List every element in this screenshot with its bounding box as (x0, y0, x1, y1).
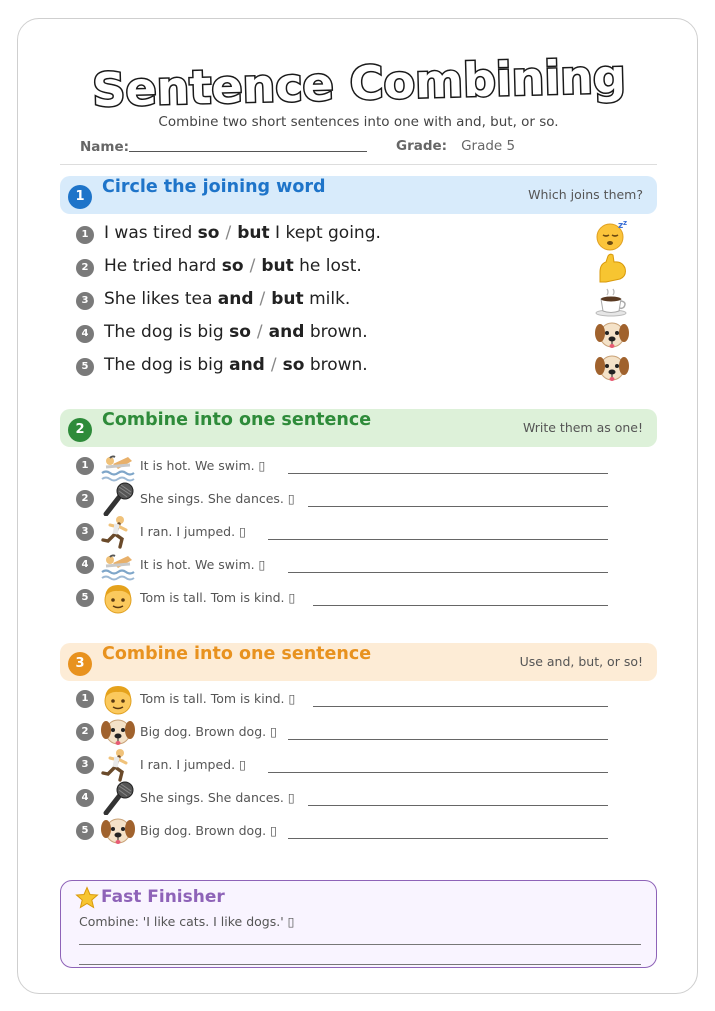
sentence-start: He tried hard (104, 256, 217, 276)
question-number: 3 (76, 292, 94, 310)
sentence-start: The dog is big (104, 322, 224, 342)
question-number: 2 (76, 490, 94, 508)
sentence-pair: I ran. I jumped. ▯ (140, 757, 246, 772)
header-divider (60, 164, 657, 165)
sentence-pair: She sings. She dances. ▯ (140, 790, 295, 805)
microphone-icon (100, 781, 136, 815)
svg-text:z: z (623, 219, 628, 227)
question-row (76, 781, 616, 814)
sentence-end: he lost. (299, 256, 362, 276)
dog-face-icon (594, 351, 630, 383)
coffee-cup-icon (594, 285, 630, 317)
sentence-end: I kept going. (275, 223, 381, 243)
question-row (76, 449, 616, 482)
fast-finisher-prompt: Combine: 'I like cats. I like dogs.' ▯ (79, 914, 295, 929)
answer-line[interactable] (308, 506, 608, 507)
section-title: Combine into one sentence (102, 410, 372, 430)
section-title: Circle the joining word (102, 177, 326, 197)
section-number: 1 (68, 185, 92, 209)
page-title (18, 41, 699, 121)
question-row (76, 482, 616, 515)
answer-line[interactable] (288, 473, 608, 474)
sentence-start: The dog is big (104, 355, 224, 375)
fast-finisher-title: Fast Finisher (101, 887, 225, 907)
sentence-pair: Big dog. Brown dog. ▯ (140, 724, 277, 739)
answer-line[interactable] (79, 944, 641, 945)
star-icon (75, 886, 99, 910)
question-row (76, 548, 616, 581)
question-number: 1 (76, 690, 94, 708)
answer-line[interactable] (308, 805, 608, 806)
question-number: 3 (76, 523, 94, 541)
sentence-start: I was tired (104, 223, 193, 243)
answer-line[interactable] (268, 772, 608, 773)
question-row (76, 252, 636, 285)
section-title: Combine into one sentence (102, 644, 372, 664)
question-number: 2 (76, 723, 94, 741)
grade-label: Grade: (396, 138, 448, 154)
question-number: 2 (76, 259, 94, 277)
sentence (104, 256, 362, 276)
option-separator: / (225, 223, 232, 243)
section-3-header (60, 643, 657, 681)
question-row (76, 515, 616, 548)
sentence (104, 322, 368, 342)
dog-face-icon (100, 814, 136, 848)
dog-face-icon (594, 318, 630, 350)
runner-icon (100, 515, 136, 549)
joining-word-option[interactable]: so (229, 322, 251, 342)
boy-face-icon (100, 682, 136, 716)
swimmer-icon (100, 548, 136, 582)
section-number: 3 (68, 652, 92, 676)
flexed-arm-icon (594, 252, 630, 284)
joining-word-option[interactable]: so (197, 223, 220, 243)
answer-line[interactable] (313, 706, 608, 707)
option-separator: / (259, 289, 266, 309)
answer-line[interactable] (288, 572, 608, 573)
svg-text:z: z (618, 221, 624, 231)
question-number: 5 (76, 589, 94, 607)
question-row (76, 682, 616, 715)
sentence-pair: I ran. I jumped. ▯ (140, 524, 246, 539)
sentence-end: milk. (309, 289, 351, 309)
section-number: 2 (68, 418, 92, 442)
section-hint: Write them as one! (522, 420, 643, 435)
swimmer-icon (100, 449, 136, 483)
grade-field (396, 138, 515, 154)
name-label: Name: (80, 139, 130, 155)
question-row (76, 748, 616, 781)
title-text: Sentence Combining (91, 49, 627, 117)
sleepy-face-icon (594, 219, 630, 251)
question-number: 4 (76, 789, 94, 807)
joining-word-option[interactable]: so (221, 256, 244, 276)
sentence-start: She likes tea (104, 289, 213, 309)
joining-word-option[interactable]: and (217, 289, 254, 309)
boy-face-icon (100, 581, 136, 615)
option-separator: / (249, 256, 256, 276)
question-row (76, 814, 616, 847)
grade-value: Grade 5 (461, 138, 516, 154)
question-number: 1 (76, 226, 94, 244)
joining-word-option[interactable]: but (261, 256, 294, 276)
question-number: 4 (76, 325, 94, 343)
question-row (76, 715, 616, 748)
instructions: Combine two short sentences into one with and, but, or so. (158, 114, 559, 130)
runner-icon (100, 748, 136, 782)
answer-line[interactable] (288, 739, 608, 740)
name-field (80, 138, 367, 155)
question-number: 1 (76, 457, 94, 475)
sentence-pair: Big dog. Brown dog. ▯ (140, 823, 277, 838)
microphone-icon (100, 482, 136, 516)
answer-line[interactable] (288, 838, 608, 839)
sentence-end: brown. (309, 322, 368, 342)
worksheet-page (17, 18, 698, 994)
question-row (76, 318, 636, 351)
section-hint: Use and, but, or so! (519, 654, 643, 669)
option-separator: / (270, 355, 277, 375)
section-1-header (60, 176, 657, 214)
sentence-pair: It is hot. We swim. ▯ (140, 458, 266, 473)
sentence (104, 289, 350, 309)
question-row (76, 581, 616, 614)
answer-line[interactable] (79, 964, 641, 965)
question-number: 5 (76, 358, 94, 376)
joining-word-option[interactable]: and (268, 322, 305, 342)
answer-line[interactable] (268, 539, 608, 540)
question-row (76, 351, 636, 384)
sentence-pair: She sings. She dances. ▯ (140, 491, 295, 506)
sentence-pair: Tom is tall. Tom is kind. ▯ (140, 691, 296, 706)
joining-word-option[interactable]: but (271, 289, 304, 309)
sentence-pair: It is hot. We swim. ▯ (140, 557, 266, 572)
sentence (104, 223, 381, 243)
answer-line[interactable] (313, 605, 608, 606)
question-row (76, 285, 636, 318)
name-blank[interactable] (129, 138, 367, 152)
sentence-end: brown. (309, 355, 368, 375)
section-hint: Which joins them? (528, 187, 643, 202)
question-row (76, 219, 636, 252)
joining-word-option[interactable]: and (229, 355, 265, 375)
sentence-pair: Tom is tall. Tom is kind. ▯ (140, 590, 296, 605)
dog-face-icon (100, 715, 136, 749)
joining-word-option[interactable]: but (237, 223, 270, 243)
question-number: 3 (76, 756, 94, 774)
question-number: 5 (76, 822, 94, 840)
fast-finisher-box (60, 880, 657, 968)
joining-word-option[interactable]: so (282, 355, 305, 375)
option-separator: / (256, 322, 263, 342)
question-number: 4 (76, 556, 94, 574)
section-2-header (60, 409, 657, 447)
sentence (104, 355, 368, 375)
